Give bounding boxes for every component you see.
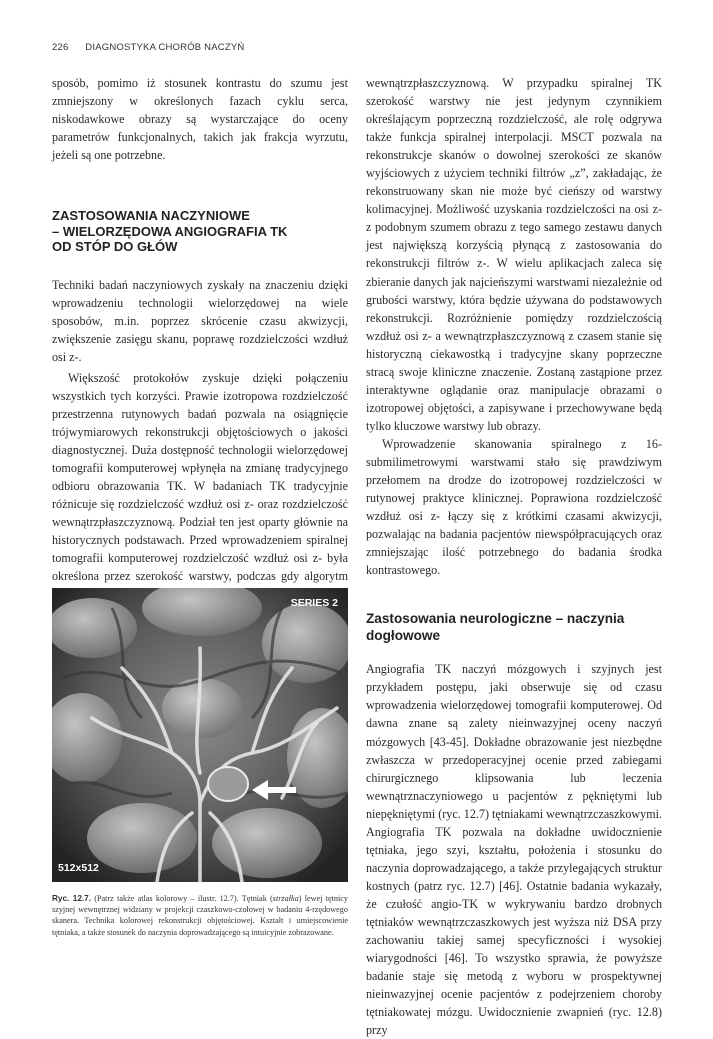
section-heading: [52, 208, 348, 255]
paragraph-spiral: Wprowadzenie skanowania spiralnego z 16-submilimetrowymi warstwami stało się prawdziwym przełomem na drodze do izotropowej rozdzielczości w rutynowej praktyce klinicznej. Poprawiona rozdzielczość wzdłuż osi z- łączy się z krótkimi czasami akwizycji, pozwalając na badania pacjentów niewspółpracujących oraz zmniejszając ilość potrzebnego do badania środka kontrastowego.: [366, 436, 662, 578]
paragraph-continuation: sposób, pomimo iż stosunek kontrastu do szumu jest zmniejszony w określonych fazach cyklu serca, niskodawkowe obrazy są wystarczające do oceny parametrów funkcjonalnych, takich jak frakcja wyrzutu, jeżeli są one potrzebne.: [52, 76, 348, 163]
paragraph-neuro: Angiografia TK naczyń mózgowych i szyjnych jest przykładem postępu, jaki obserwuje się od czasu wprowadzenia wielorzędowej tomografii komputerowej. Od dawna znane są zalety nieinwazyjnej oceny naczyń mózgowych [43-45]. Dokładne obrazowanie jest niezbędne zwłaszcza w przedoperacyjnej ocenie przed zabiegami chirurgicznego klipsowania lub leczenia wewnątrznaczyniowego u pacjentów z pękniętymi lub niepękniętymi (ryc. 12.7) tętniakami wewnątrzczaszkowymi. Angiografia TK pozwala na dokładne uwidocznienie tętniaka, jego szyi, kształtu, położenia i stosunku do naczynia doprowadzającego, a także przylegających struktur kostnych (patrz ryc. 12.7) [46]. Ostatnie badania wykazały, że czułość angio-TK w wykrywaniu bardzo drobnych tętniaków wewnątrzczaszkowych jest wyższa niż DSA przy zachowaniu takiej samej specyficzności i wysokiej wiarygodności [46]. To wszystko sprawia, że powyższe badanie staje się metodą z wyboru w prospektywnej nieinwazyjnej ocenie pacjentów z podejrzeniem choroby tętniakowatej mózgu. Uwidocznienie zwapnień (ryc. 12.8) przy: [366, 662, 662, 1038]
section-heading-line-2: – WIELORZĘDOWA ANGIOGRAFIA TK: [52, 223, 288, 239]
brain-vessel-volume-render: [52, 588, 348, 882]
angiography-figure: [52, 588, 348, 882]
paragraph-protocols: Większość protokołów zyskuje dzięki połączeniu wszystkich tych korzyści. Prawie izotropowa rozdzielczość przestrzenna rutynowych badań pozwala na osiągnięcie trójwymiarowych rekonstrukcji objętościowych o jakości diagnostycznej. Duża dostępność technologii wielorzędowej tomografii komputerowej wpłynęła na zmianę tradycyjnego odbioru obrazowania TK. W badaniach TK tradycyjnie różnicuje się rozdzielczość wzdłuż osi z- oraz rozdzielczość wewnątrzpłaszczyznową. Podział ten jest oparty głównie na historycznych podstawach. Przed wprowadzeniem spiralnej tomografii komputerowej rozdzielczość wzdłuż osi z- była określona przez szerokość warstwy, podczas gdy algorytm: [52, 370, 348, 584]
paragraph-inplane: wewnątrzpłaszczyznową. W przypadku spiralnej TK szerokość warstwy nie jest jedynym czynnikiem określającym poprzeczną rozdzielczość, ale rolę odgrywa także funkcja spiralnej interpolacji. MSCT pozwala na rekonstrukcje skanów o dowolnej szerokości ze skanów wyjściowych z użyciem techniki filtrów „z”, zakładając, że rekonstruowany skan nie może być cieńszy od warstwy kolimacyjnej. Możliwość uzyskania rozdzielczości na osi z- z podobnym szumem obrazu z tego samego zestawu danych jest największą korzyścią płynącą z zastosowania do rekonstrukcji filtrów z-. W wielu aplikacjach zaleca się zbieranie danych jak najcieńszymi warstwami niezależnie od grubości warstwy, która będzie używana do podstawowych rekonstrukcji. Rozróżnienie pomiędzy rozdzielczością wzdłuż osi z- a wewnątrzpłaszczyznową z czasem stanie się historyczną ciekawostką i tradycyjne skany poprzeczne stracą swoje kliniczne znaczenie. Zostaną zastąpione przez interaktywne oglądanie oraz manipulacje obrazami o izotropowej objętości, a zapisywane i przechowywane będą tylko kluczowe warstwy lub obrazy.: [366, 76, 662, 433]
section-heading-line-3: OD STÓP DO GŁÓW: [52, 239, 178, 255]
running-title: DIAGNOSTYKA CHORÓB NACZYŃ: [85, 42, 245, 53]
section-heading-line-1: ZASTOSOWANIA NACZYNIOWE: [52, 208, 250, 224]
running-header: [52, 42, 244, 53]
caption-text-a: (Patrz także atlas kolorowy – ilustr. 12.7). Tętniak (: [91, 894, 273, 903]
page-number: 226: [52, 42, 69, 53]
series-label: SERIES 2: [290, 597, 338, 609]
matrix-size-label: 512x512: [58, 862, 99, 874]
paragraph-intro: Techniki badań naczyniowych zyskały na znaczeniu dzięki wprowadzeniu technologii wielorzędowej na wiele sposobów, m.in. poprzez skrócenie czasu akwizycji, zwiększenie zasięgu skanu, poprawę rozdzielczości wzdłuż osi z-.: [52, 277, 348, 364]
figure-caption: [52, 893, 348, 938]
caption-label: Ryc. 12.7.: [52, 894, 91, 903]
aneurysm-shape: [208, 767, 248, 801]
left-column: [52, 74, 348, 604]
caption-text-b: ) lewej tętnicy szyjnej wewnętrznej widziany w projekcji czaszkowo-czołowej w badaniu 4-rzędowego skanera. Technika kolorowej rekonstrukcji objętościowej. Kształt i umiejscowienie tętniaka, a także stosunek do naczynia doprowadzającego są intuicyjnie zobrazowane.: [52, 894, 348, 937]
subsection-heading: Zastosowania neurologiczne – naczynia dogłowowe: [366, 611, 625, 644]
caption-italic: strzałka: [272, 894, 299, 903]
right-column: [366, 74, 662, 1039]
